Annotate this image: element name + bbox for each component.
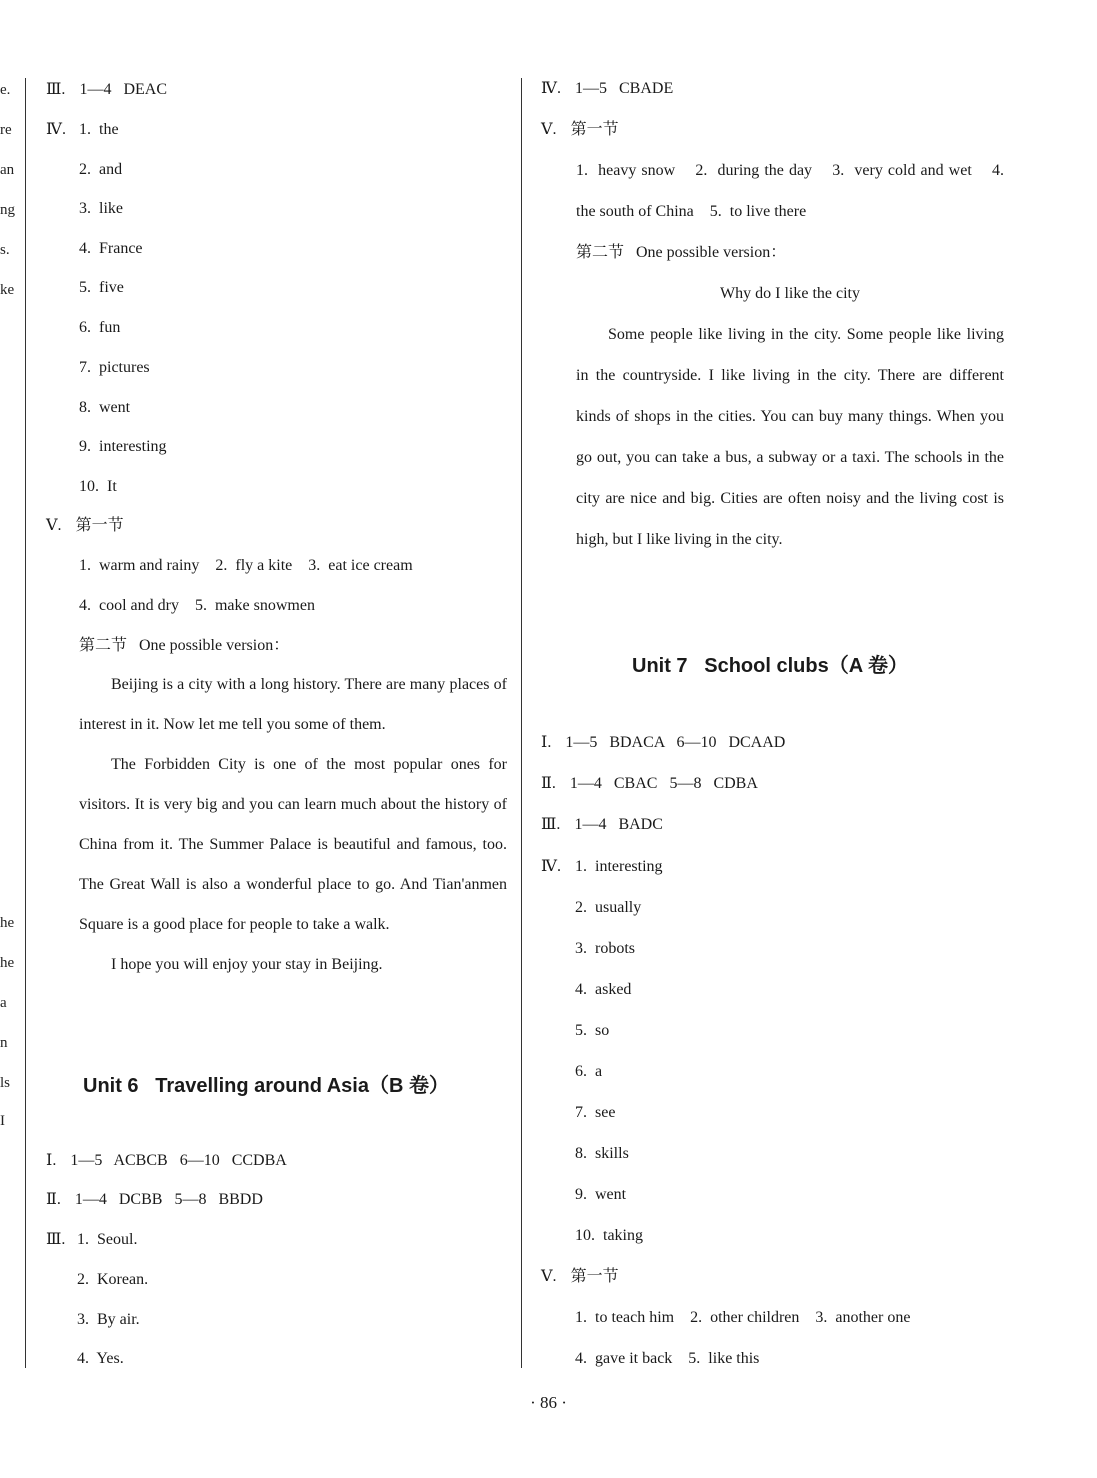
- left-column-rule: [25, 78, 26, 1368]
- list-item: 4. asked: [575, 981, 632, 998]
- unit-heading: Unit 6 Travelling around Asia（B 卷）: [83, 1075, 449, 1097]
- edge-fragment: e.: [0, 82, 11, 98]
- edge-fragment: he: [0, 915, 15, 931]
- answer-line: 1. warm and rainy 2. fly a kite 3. eat ice cream: [79, 557, 413, 574]
- list-item: 9. went: [575, 1186, 627, 1203]
- section-label: Ⅱ.: [46, 1191, 61, 1208]
- section-iv: [541, 79, 673, 99]
- section-v: [46, 516, 124, 536]
- section-iv-label: Ⅳ.: [541, 858, 561, 875]
- list-item: 1. interesting: [575, 858, 663, 875]
- section-label: Ⅴ.: [541, 1268, 557, 1285]
- list-item: 4. Yes.: [77, 1350, 124, 1367]
- section-iii-label: Ⅲ.: [46, 1231, 66, 1248]
- section-iii: [46, 80, 167, 100]
- right-column-rule: [521, 78, 522, 1368]
- list-item: 2. Korean.: [77, 1271, 149, 1288]
- answer-text: 1—4 BADC: [574, 816, 663, 833]
- essay-paragraph: Some people like living in the city. Some people like living in the countryside. I like living in the city. There are different kinds of shops in the cities. You can buy many things. When you go out, you can take a bus, a subway or a taxi. The schools in the city are nice and big. Cities are often noisy and the living cost is high, but I like living in the city.: [576, 326, 1004, 548]
- answer-text: 1—5 ACBCB 6—10 CCDBA: [70, 1152, 287, 1169]
- section-label: Ⅰ.: [46, 1152, 57, 1169]
- edge-fragment: an: [0, 162, 15, 178]
- section-label: Ⅲ.: [541, 816, 561, 833]
- unit-heading: Unit 7 School clubs（A 卷）: [632, 655, 908, 677]
- list-item: 7. see: [575, 1104, 616, 1121]
- list-item: 10. taking: [575, 1227, 643, 1244]
- edge-fragment: n: [0, 1035, 8, 1051]
- list-item: 1. Seoul.: [77, 1231, 138, 1248]
- list-item: 7. pictures: [79, 359, 150, 376]
- list-item: 1. the: [79, 121, 119, 138]
- edge-fragment: a: [0, 995, 7, 1011]
- section-ii: [541, 774, 758, 794]
- section-label: Ⅴ.: [46, 517, 62, 534]
- edge-fragment: s.: [0, 242, 10, 258]
- edge-fragment: ke: [0, 282, 15, 298]
- section-label: Ⅳ.: [541, 80, 561, 97]
- list-item: 3. like: [79, 200, 123, 217]
- list-item: 5. so: [575, 1022, 610, 1039]
- edge-fragment: ng: [0, 202, 15, 218]
- section-ii: [46, 1190, 263, 1210]
- section-iv-label: Ⅳ.: [46, 121, 66, 138]
- list-item: 6. a: [575, 1063, 603, 1080]
- essay-paragraph: I hope you will enjoy your stay in Beijing.: [111, 956, 383, 973]
- list-item: 4. France: [79, 240, 143, 257]
- part-title: 第一节: [570, 121, 619, 138]
- edge-fragment: ls: [0, 1075, 11, 1091]
- section-i: [46, 1151, 287, 1171]
- essay-title: Why do I like the city: [720, 285, 860, 302]
- section-v: [541, 1267, 619, 1287]
- section-label: Ⅰ.: [541, 734, 552, 751]
- section-v: [541, 120, 619, 140]
- list-item: 2. and: [79, 161, 123, 178]
- edge-fragment: he: [0, 955, 15, 971]
- answer-line: 1. to teach him 2. other children 3. another one: [575, 1309, 911, 1326]
- page-number: · 86 ·: [530, 1393, 567, 1412]
- essay-paragraph: Beijing is a city with a long history. There are many places of interest in it. Now let me tell you some of them.: [79, 676, 507, 733]
- part-title: 第一节: [570, 1268, 619, 1285]
- edge-fragment: re: [0, 122, 12, 138]
- list-item: 3. robots: [575, 940, 635, 957]
- section-label: Ⅱ.: [541, 775, 556, 792]
- section-iii: [541, 815, 663, 835]
- answer-text: 1—5 BDACA 6—10 DCAAD: [565, 734, 786, 751]
- list-item: 5. five: [79, 279, 124, 296]
- list-item: 8. skills: [575, 1145, 629, 1162]
- list-item: 10. It: [79, 478, 117, 495]
- section-i: [541, 733, 785, 753]
- list-item: 9. interesting: [79, 438, 167, 455]
- part-title: 第一节: [75, 517, 124, 534]
- part-title: 第二节 One possible version：: [79, 637, 290, 654]
- answer-line: 4. gave it back 5. like this: [575, 1350, 760, 1367]
- part-title: 第二节 One possible version：: [576, 244, 787, 261]
- sample-essay: [79, 665, 507, 985]
- edge-fragment: I: [0, 1113, 5, 1129]
- essay-paragraph: The Forbidden City is one of the most popular ones for visitors. It is very big and you can learn much about the history of China from it. The Summer Palace is beautiful and famous, too. The Great Wall is also a wonderful place to go. And Tian'anmen Square is a good place for people to take a walk.: [79, 756, 507, 933]
- list-item: 6. fun: [79, 319, 121, 336]
- answer-text: 1—4 DCBB 5—8 BBDD: [74, 1191, 263, 1208]
- list-item: 2. usually: [575, 899, 642, 916]
- answer-line: 4. cool and dry 5. make snowmen: [79, 597, 315, 614]
- answer-text: 1—4 DEAC: [79, 81, 167, 98]
- answer-text: 1—4 CBAC 5—8 CDBA: [569, 775, 758, 792]
- part1-answers: 1. heavy snow 2. during the day 3. very cold and wet 4. the south of China 5. to live there: [576, 162, 1012, 220]
- section-label: Ⅲ.: [46, 81, 66, 98]
- section-label: Ⅴ.: [541, 121, 557, 138]
- sample-essay: [576, 314, 1004, 560]
- list-item: 8. went: [79, 399, 131, 416]
- list-item: 3. By air.: [77, 1311, 140, 1328]
- answer-text: 1—5 CBADE: [574, 80, 674, 97]
